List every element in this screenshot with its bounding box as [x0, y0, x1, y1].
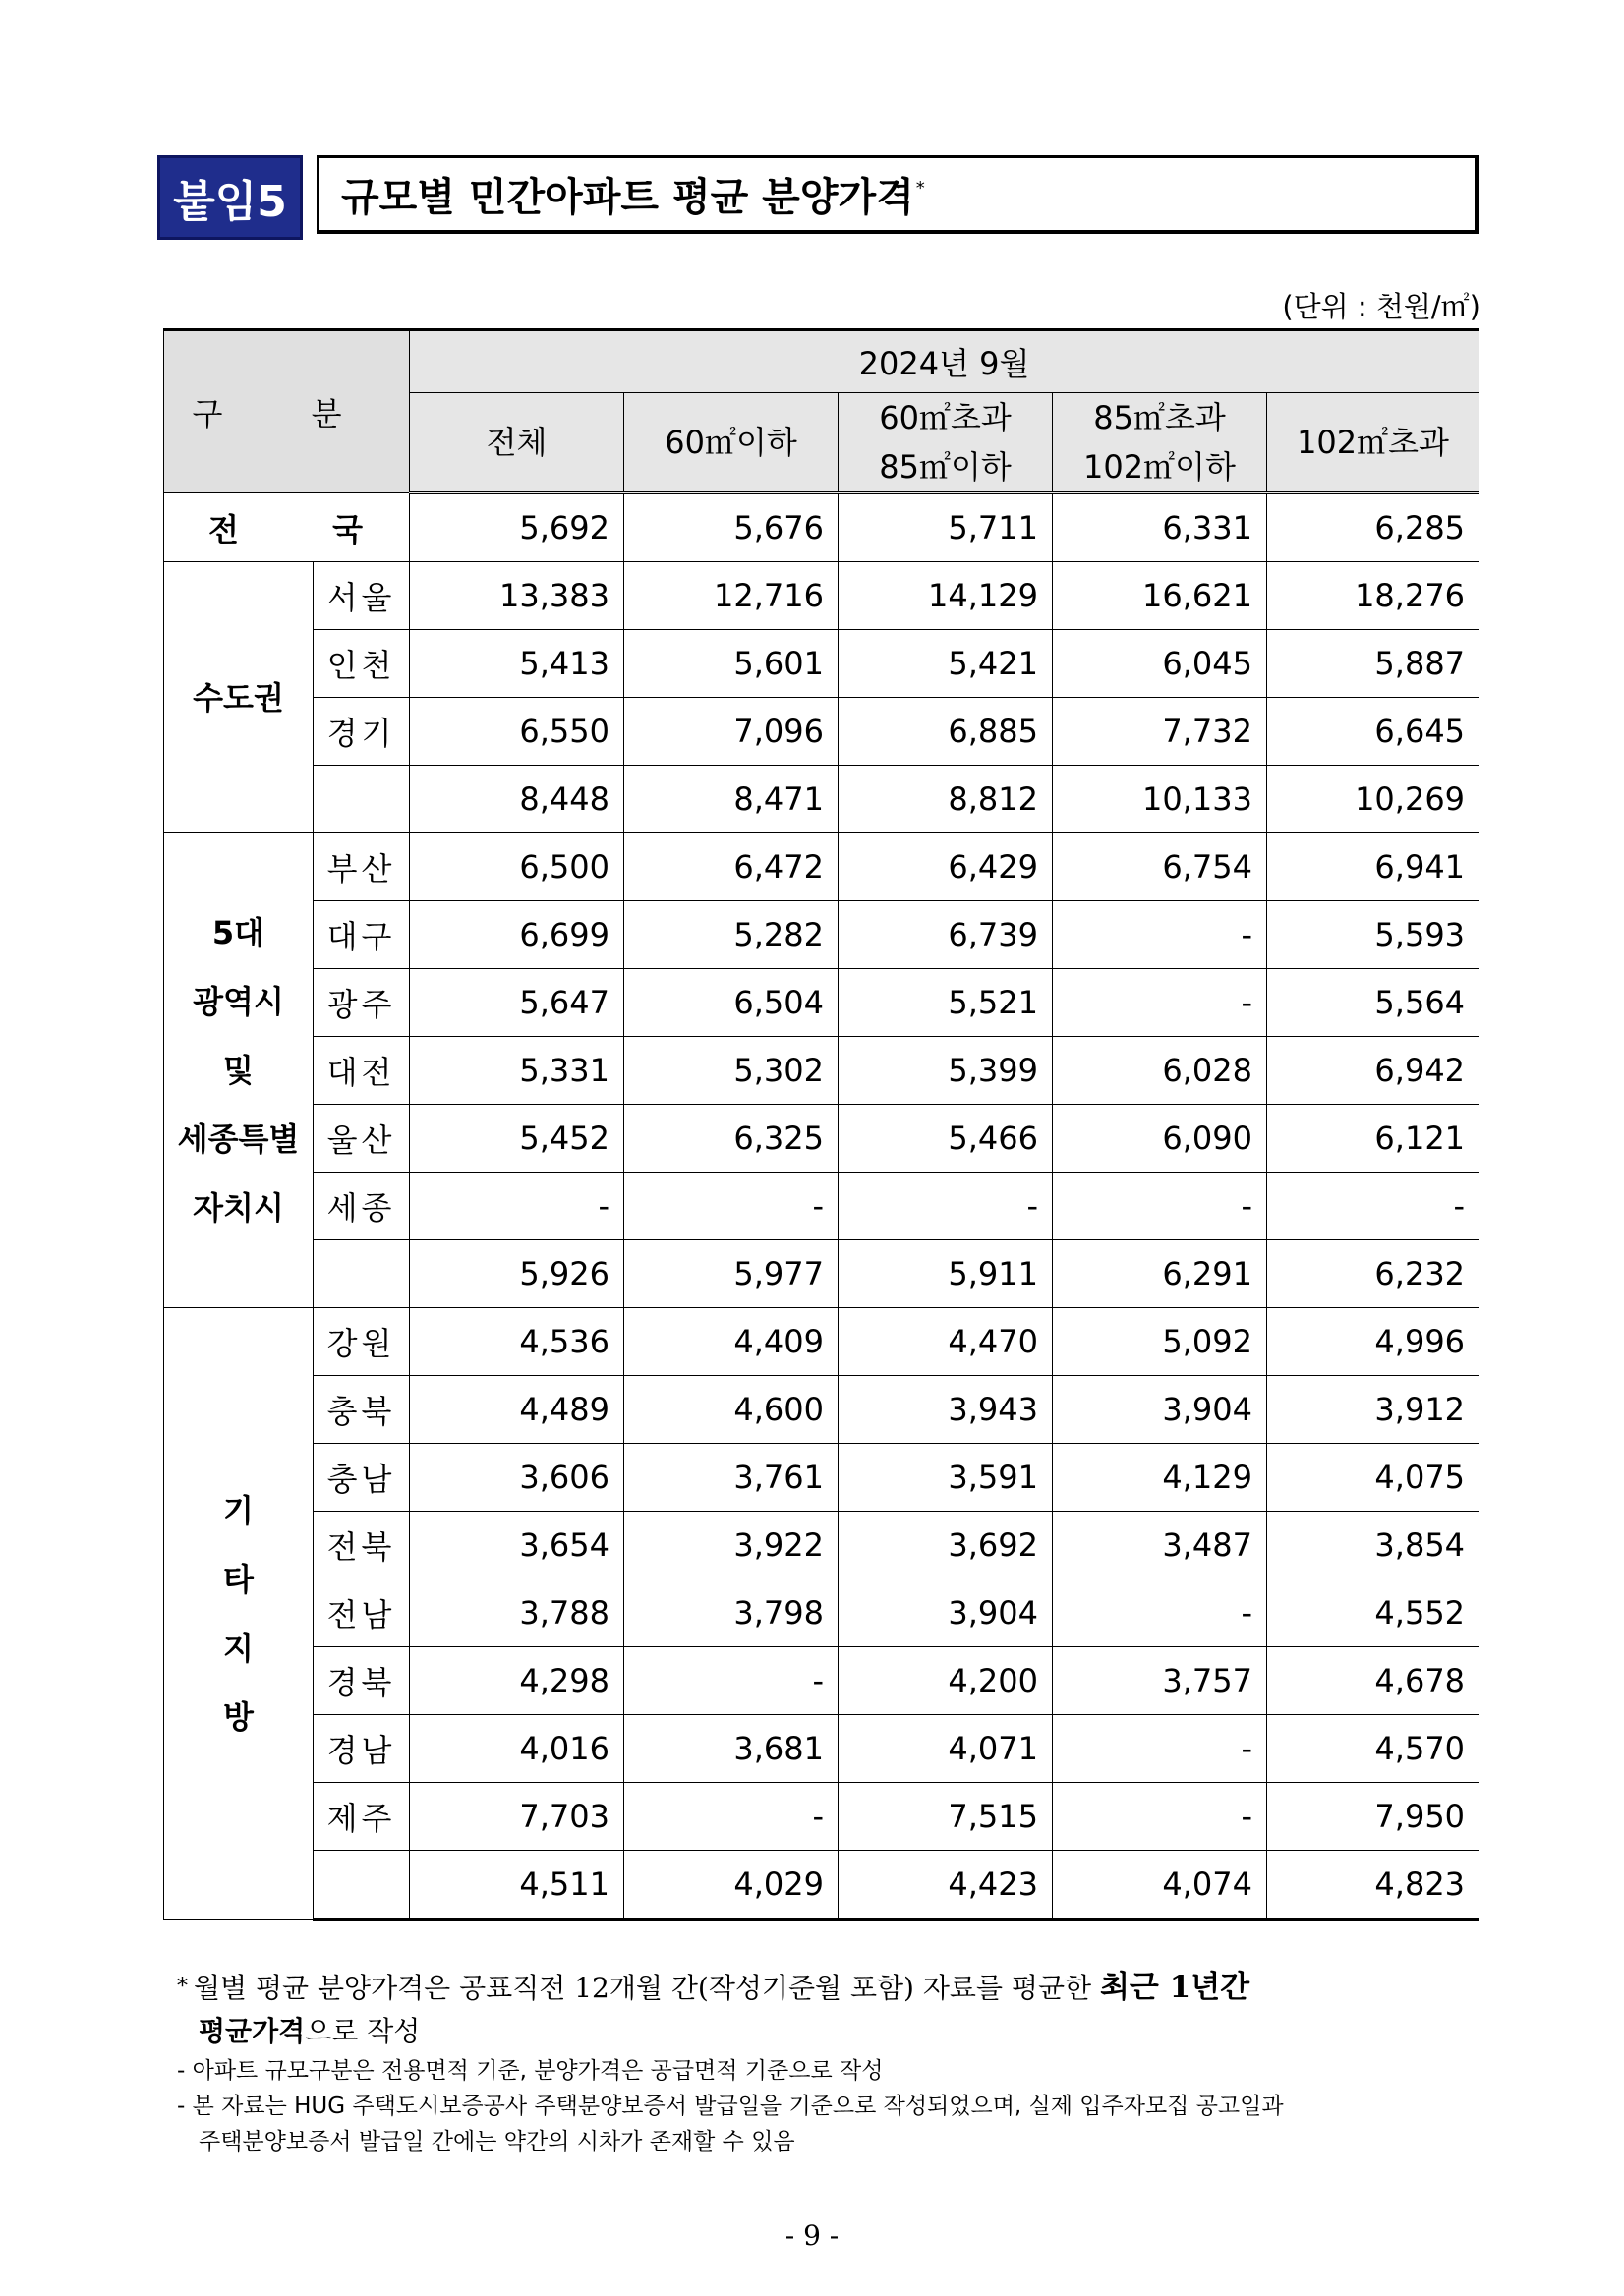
table-cell: 3,904	[1053, 1376, 1267, 1444]
group-label-other: 기 타 지 방	[164, 1308, 314, 1920]
table-cell: 4,075	[1267, 1444, 1479, 1512]
title-box	[317, 155, 1479, 234]
col-header-102-over: 102㎡초과	[1267, 393, 1479, 493]
table-row	[164, 698, 1479, 766]
table-cell: 6,645	[1267, 698, 1479, 766]
region-label: 부산	[314, 833, 410, 901]
table-cell: 5,692	[410, 493, 624, 562]
table-cell: 8,448	[410, 766, 624, 833]
table-cell: 3,912	[1267, 1376, 1479, 1444]
table-cell: 3,591	[839, 1444, 1053, 1512]
table-cell: 6,331	[1053, 493, 1267, 562]
table-cell: 6,121	[1267, 1105, 1479, 1173]
table-cell: 5,421	[839, 630, 1053, 698]
table-cell: 4,129	[1053, 1444, 1267, 1512]
table-row	[164, 901, 1479, 969]
table-cell: 3,654	[410, 1512, 624, 1579]
table-cell: 5,413	[410, 630, 624, 698]
table-cell: 18,276	[1267, 562, 1479, 630]
subtotal-row	[164, 766, 1479, 833]
subtotal-label-cell	[314, 766, 410, 833]
gubun-header: 구 분	[164, 330, 410, 493]
table-cell: 6,472	[624, 833, 839, 901]
footnote-bullet-continued: 주택분양보증서 발급일 간에는 약간의 시차가 존재할 수 있음	[199, 2129, 795, 2154]
table-cell: 5,302	[624, 1037, 839, 1105]
table-cell: 12,716	[624, 562, 839, 630]
table-cell: 6,885	[839, 698, 1053, 766]
table-cell: 7,515	[839, 1783, 1053, 1851]
footnote-bullet: - 본 자료는 HUG 주택도시보증공사 주택분양보증서 발급일을 기준으로 작성되었으며, 실제 입주자모집 공고일과	[177, 2094, 1284, 2119]
table-cell: 6,291	[1053, 1240, 1267, 1308]
region-label: 광주	[314, 969, 410, 1037]
table-cell: 6,045	[1053, 630, 1267, 698]
unit-label: (단위 : 천원/㎡)	[1282, 290, 1480, 323]
col-header-60-85: 60㎡초과 85㎡이하	[839, 393, 1053, 493]
table-cell: -	[1053, 1579, 1267, 1647]
table-row	[164, 1512, 1479, 1579]
region-label: 충남	[314, 1444, 410, 1512]
table-cell: 14,129	[839, 562, 1053, 630]
subtotal-row	[164, 1851, 1479, 1920]
footnote-bullet: - 아파트 규모구분은 전용면적 기준, 분양가격은 공급면적 기준으로 작성	[177, 2058, 884, 2084]
table-cell: 10,133	[1053, 766, 1267, 833]
table-cell: 5,711	[839, 493, 1053, 562]
table-cell: 6,090	[1053, 1105, 1267, 1173]
table-row	[164, 1173, 1479, 1240]
table-cell: 3,692	[839, 1512, 1053, 1579]
table-row	[164, 493, 1479, 562]
table-row	[164, 1715, 1479, 1783]
table-cell: 4,016	[410, 1715, 624, 1783]
table-cell: 6,028	[1053, 1037, 1267, 1105]
table-cell: 4,200	[839, 1647, 1053, 1715]
table-cell: 5,331	[410, 1037, 624, 1105]
title-area	[157, 155, 1479, 240]
table-cell: 3,761	[624, 1444, 839, 1512]
table-cell: 4,536	[410, 1308, 624, 1376]
appendix-badge: 붙임5	[157, 155, 303, 240]
table-row	[164, 833, 1479, 901]
table-cell: 4,074	[1053, 1851, 1267, 1920]
table-cell: -	[839, 1173, 1053, 1240]
region-label: 경북	[314, 1647, 410, 1715]
region-label: 세종	[314, 1173, 410, 1240]
table-cell: 3,606	[410, 1444, 624, 1512]
table-cell: -	[624, 1647, 839, 1715]
table-cell: 3,943	[839, 1376, 1053, 1444]
table-cell: 6,504	[624, 969, 839, 1037]
table-cell: 6,550	[410, 698, 624, 766]
table-cell: -	[1053, 1173, 1267, 1240]
table-cell: 5,282	[624, 901, 839, 969]
table-cell: 7,950	[1267, 1783, 1479, 1851]
table-row	[164, 1783, 1479, 1851]
page-title: 규모별 민간아파트 평균 분양가격	[341, 175, 914, 220]
table-cell: -	[1053, 969, 1267, 1037]
region-label: 충북	[314, 1376, 410, 1444]
table-cell: 4,511	[410, 1851, 624, 1920]
table-cell: 5,977	[624, 1240, 839, 1308]
table-cell: 6,429	[839, 833, 1053, 901]
footnotes	[177, 1966, 1484, 2159]
table-cell: 4,409	[624, 1308, 839, 1376]
table-cell: 5,092	[1053, 1308, 1267, 1376]
table-cell: 10,269	[1267, 766, 1479, 833]
table-cell: 4,423	[839, 1851, 1053, 1920]
region-label: 전북	[314, 1512, 410, 1579]
table-cell: -	[624, 1783, 839, 1851]
table-cell: 6,941	[1267, 833, 1479, 901]
table-cell: 4,552	[1267, 1579, 1479, 1647]
table-cell: 7,096	[624, 698, 839, 766]
table-cell: 3,487	[1053, 1512, 1267, 1579]
table-row	[164, 1308, 1479, 1376]
table-cell: 5,466	[839, 1105, 1053, 1173]
table-cell: 6,699	[410, 901, 624, 969]
table-cell: -	[1053, 1783, 1267, 1851]
region-label: 제주	[314, 1783, 410, 1851]
table-row	[164, 1376, 1479, 1444]
table-cell: 6,500	[410, 833, 624, 901]
table-row	[164, 1647, 1479, 1715]
col-header-85-102: 85㎡초과 102㎡이하	[1053, 393, 1267, 493]
table-cell: 3,904	[839, 1579, 1053, 1647]
table-cell: 5,521	[839, 969, 1053, 1037]
table-cell: 3,854	[1267, 1512, 1479, 1579]
table-cell: 4,489	[410, 1376, 624, 1444]
table-cell: 5,887	[1267, 630, 1479, 698]
table-cell: 4,470	[839, 1308, 1053, 1376]
col-header-60-under: 60㎡이하	[624, 393, 839, 493]
table-cell: 6,942	[1267, 1037, 1479, 1105]
region-label: 울산	[314, 1105, 410, 1173]
table-cell: 3,757	[1053, 1647, 1267, 1715]
table-cell: 4,678	[1267, 1647, 1479, 1715]
subtotal-label-cell	[314, 1240, 410, 1308]
table-cell: 6,739	[839, 901, 1053, 969]
national-label: 전 국	[164, 493, 410, 562]
table-cell: -	[1053, 1715, 1267, 1783]
table-cell: 5,676	[624, 493, 839, 562]
table-cell: 8,812	[839, 766, 1053, 833]
table-cell: 5,926	[410, 1240, 624, 1308]
table-cell: 6,754	[1053, 833, 1267, 901]
table-cell: 3,788	[410, 1579, 624, 1647]
table-cell: 4,029	[624, 1851, 839, 1920]
table-cell: 8,471	[624, 766, 839, 833]
group-label-metro: 5대 광역시 및 세종특별 자치시	[164, 833, 314, 1308]
group-label-capital: 수도권	[164, 562, 314, 833]
price-table	[163, 328, 1479, 1921]
table-cell: 5,564	[1267, 969, 1479, 1037]
period-header: 2024년 9월	[410, 330, 1479, 393]
table-cell: 3,798	[624, 1579, 839, 1647]
table-cell: 4,298	[410, 1647, 624, 1715]
table-cell: -	[1267, 1173, 1479, 1240]
col-header-total: 전체	[410, 393, 624, 493]
table-cell: 13,383	[410, 562, 624, 630]
region-label: 경기	[314, 698, 410, 766]
table-row	[164, 630, 1479, 698]
table-cell: 4,823	[1267, 1851, 1479, 1920]
table-row	[164, 1037, 1479, 1105]
table-cell: 5,647	[410, 969, 624, 1037]
table-cell: 7,732	[1053, 698, 1267, 766]
table-row	[164, 1579, 1479, 1647]
table-cell: 6,232	[1267, 1240, 1479, 1308]
table-cell: 3,681	[624, 1715, 839, 1783]
page-number: - 9 -	[784, 2219, 840, 2252]
subtotal-row	[164, 1240, 1479, 1308]
table-cell: 5,911	[839, 1240, 1053, 1308]
table-row	[164, 969, 1479, 1037]
region-label: 대전	[314, 1037, 410, 1105]
table-row	[164, 562, 1479, 630]
region-label: 강원	[314, 1308, 410, 1376]
table-row	[164, 1105, 1479, 1173]
subtotal-label-cell	[314, 1851, 410, 1920]
table-cell: 5,601	[624, 630, 839, 698]
region-label: 인천	[314, 630, 410, 698]
table-cell: -	[1053, 901, 1267, 969]
title-footnote-mark: *	[915, 178, 925, 199]
table-cell: 4,570	[1267, 1715, 1479, 1783]
table-cell: 3,922	[624, 1512, 839, 1579]
table-cell: 5,452	[410, 1105, 624, 1173]
region-label: 전남	[314, 1579, 410, 1647]
table-cell: 4,071	[839, 1715, 1053, 1783]
table-cell: 6,285	[1267, 493, 1479, 562]
table-cell: -	[624, 1173, 839, 1240]
table-cell: 6,325	[624, 1105, 839, 1173]
table-cell: 4,996	[1267, 1308, 1479, 1376]
table-row	[164, 1444, 1479, 1512]
table-cell: 5,399	[839, 1037, 1053, 1105]
footnote-main: * 월별 평균 분양가격은 공표직전 12개월 간(작성기준월 포함) 자료를 평균한 최근 1년간 평균가격으로 작성	[177, 1970, 1250, 2047]
table-cell: 5,593	[1267, 901, 1479, 969]
region-label: 대구	[314, 901, 410, 969]
table-cell: 7,703	[410, 1783, 624, 1851]
region-label: 서울	[314, 562, 410, 630]
table-cell: 4,600	[624, 1376, 839, 1444]
region-label: 경남	[314, 1715, 410, 1783]
table-cell: 16,621	[1053, 562, 1267, 630]
table-cell: -	[410, 1173, 624, 1240]
